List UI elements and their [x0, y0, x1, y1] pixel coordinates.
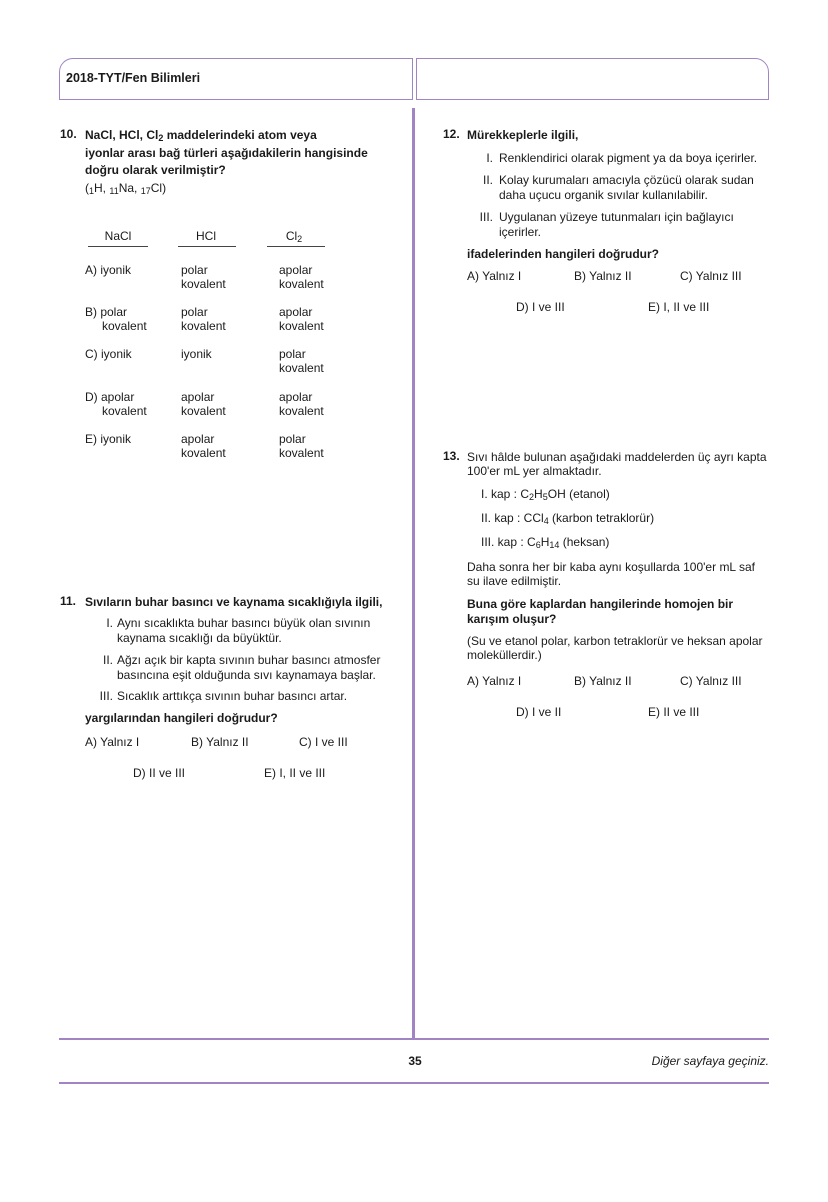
footer-bottom-rule — [59, 1082, 769, 1084]
q12-question: ifadelerinden hangileri doğrudur? — [467, 247, 660, 261]
q10-header-underline — [267, 246, 325, 247]
q10-option-a-cl2: kovalent — [279, 277, 324, 291]
q10-atomic-numbers: ($_1H$, $_{11}$Na, $_{17}$Cl) — [85, 181, 167, 196]
q13-container-2: II. kap : CCl$_4$ (karbon tetraklorür) — [481, 511, 655, 526]
q13-stem-line1: Sıvı hâlde bulunan aşağıdaki maddelerden üç ayrı kapta — [467, 450, 767, 464]
q10-option-d-nacl: kovalent — [102, 404, 147, 418]
q10-option-d-cl2: apolar — [279, 390, 313, 404]
q10-number: 10. — [60, 127, 77, 141]
q11-statement-2-number: II. — [102, 653, 113, 667]
q12-option-c[interactable]: C) Yalnız III — [680, 269, 742, 283]
q13-option-e[interactable]: E) II ve III — [648, 705, 700, 719]
header-right-box — [416, 58, 769, 100]
q13-paragraph: su ilave edilmiştir. — [467, 574, 562, 588]
q12-number: 12. — [443, 127, 460, 141]
q10-option-b-cl2: kovalent — [279, 319, 324, 333]
q11-question: yargılarından hangileri doğrudur? — [85, 711, 278, 725]
q11-statement-2: Ağzı açık bir kapta sıvının buhar basıncı atmosfer — [117, 653, 381, 667]
q10-header-underline — [88, 246, 148, 247]
q10-option-e-label[interactable]: E) iyonik — [85, 432, 132, 446]
q10-option-a-hcl: kovalent — [181, 277, 226, 291]
q12-statement-1: Renklendirici olarak pigment ya da boya içerirler. — [499, 151, 758, 165]
q10-option-d-label[interactable]: D) apolar — [85, 390, 135, 404]
q13-question: Buna göre kaplardan hangilerinde homojen bir — [467, 597, 734, 611]
q10-header-underline — [178, 246, 236, 247]
q11-number: 11. — [60, 594, 77, 608]
q12-option-a[interactable]: A) Yalnız I — [467, 269, 522, 283]
q10-stem-line2: iyonlar arası bağ türleri aşağıdakilerin hangisinde — [85, 146, 368, 160]
q10-option-d-cl2: kovalent — [279, 404, 324, 418]
q11-option-b[interactable]: B) Yalnız II — [191, 735, 249, 749]
q11-statement-3: Sıcaklık arttıkça sıvının buhar basıncı artar. — [117, 689, 348, 703]
q10-option-b-hcl: polar — [181, 305, 208, 319]
q12-statement-3-number: III. — [479, 210, 493, 224]
q11-statement-1: Aynı sıcaklıkta buhar basıncı büyük olan sıvının — [117, 616, 371, 630]
q11-option-a[interactable]: A) Yalnız I — [85, 735, 140, 749]
q10-option-b-cl2: apolar — [279, 305, 313, 319]
q13-option-b[interactable]: B) Yalnız II — [574, 674, 632, 688]
q12-option-b[interactable]: B) Yalnız II — [574, 269, 632, 283]
q13-container-1: I. kap : $C_2H_5OH$ (etanol) — [481, 487, 610, 502]
q10-option-b-nacl: kovalent — [102, 319, 147, 333]
footer-top-rule — [59, 1038, 769, 1040]
q11-option-c[interactable]: C) I ve III — [299, 735, 348, 749]
q10-option-c-hcl: iyonik — [181, 347, 212, 361]
q10-option-e-cl2: polar — [279, 432, 306, 446]
q10-option-b-label[interactable]: B) polar — [85, 305, 128, 319]
q11-statement-2: basıncına eşit olduğunda sıvı kaynamaya başlar. — [117, 668, 376, 682]
q13-stem-line2: 100'er mL yer almaktadır. — [467, 464, 602, 478]
q12-option-e[interactable]: E) I, II ve III — [648, 300, 710, 314]
q10-stem-line1: NaCl, HCl, $Cl_2$ maddelerindeki atom veya — [85, 128, 317, 143]
q12-statement-2-number: II. — [482, 173, 493, 187]
q13-note: (Su ve etanol polar, karbon tetraklorür ve heksan apolar — [467, 634, 763, 648]
q11-option-d[interactable]: D) II ve III — [133, 766, 186, 780]
next-page-notice: Diğer sayfaya geçiniz. — [651, 1054, 769, 1068]
q11-statement-1: kaynama sıcaklığı da büyüktür. — [117, 631, 282, 645]
q10-header-nacl: NaCl — [104, 229, 132, 243]
page-number: 35 — [408, 1054, 422, 1068]
q12-statement-3: içerirler. — [499, 225, 542, 239]
q10-option-d-hcl: apolar — [181, 390, 215, 404]
q10-option-d-hcl: kovalent — [181, 404, 226, 418]
q10-option-c-cl2: kovalent — [279, 361, 324, 375]
q10-option-a-cl2: apolar — [279, 263, 313, 277]
q10-option-e-cl2: kovalent — [279, 446, 324, 460]
q13-note: moleküllerdir.) — [467, 648, 542, 662]
q12-statement-3: Uygulanan yüzeye tutunmaları için bağlayıcı — [499, 210, 734, 224]
q11-option-e[interactable]: E) I, II ve III — [264, 766, 326, 780]
q12-statement-2: daha uçucu organik sıvılar kullanılabilir. — [499, 188, 708, 202]
q13-option-d[interactable]: D) I ve II — [516, 705, 562, 719]
q11-statement-3-number: III. — [99, 689, 113, 703]
q10-option-c-cl2: polar — [279, 347, 306, 361]
q10-header-cl2: $Cl_2$ — [285, 229, 303, 244]
q11-stem: Sıvıların buhar basıncı ve kaynama sıcaklığıyla ilgili, — [85, 595, 383, 609]
column-divider — [412, 108, 415, 1038]
q13-number: 13. — [443, 449, 460, 463]
q12-statement-2: Kolay kurumaları amacıyla çözücü olarak sudan — [499, 173, 754, 187]
q12-stem: Mürekkeplerle ilgili, — [467, 128, 579, 142]
q10-stem-line3: doğru olarak verilmiştir? — [85, 163, 226, 177]
q13-paragraph: Daha sonra her bir kaba aynı koşullarda 100'er mL saf — [467, 560, 756, 574]
q13-option-a[interactable]: A) Yalnız I — [467, 674, 522, 688]
q10-header-hcl: HCl — [196, 229, 216, 243]
q13-container-3: III. kap : $C_6H_{14}$ (heksan) — [481, 535, 610, 550]
q13-question: karışım oluşur? — [467, 612, 557, 626]
q12-option-d[interactable]: D) I ve III — [516, 300, 565, 314]
q13-option-c[interactable]: C) Yalnız III — [680, 674, 742, 688]
q12-statement-1-number: I. — [486, 151, 493, 165]
q10-option-a-hcl: polar — [181, 263, 208, 277]
q11-statement-1-number: I. — [106, 616, 113, 630]
q10-option-c-label[interactable]: C) iyonik — [85, 347, 132, 361]
q10-option-a-label[interactable]: A) iyonik — [85, 263, 132, 277]
page-title: 2018-TYT/Fen Bilimleri — [66, 71, 201, 85]
q10-option-b-hcl: kovalent — [181, 319, 226, 333]
q10-option-e-hcl: kovalent — [181, 446, 226, 460]
q10-option-e-hcl: apolar — [181, 432, 215, 446]
